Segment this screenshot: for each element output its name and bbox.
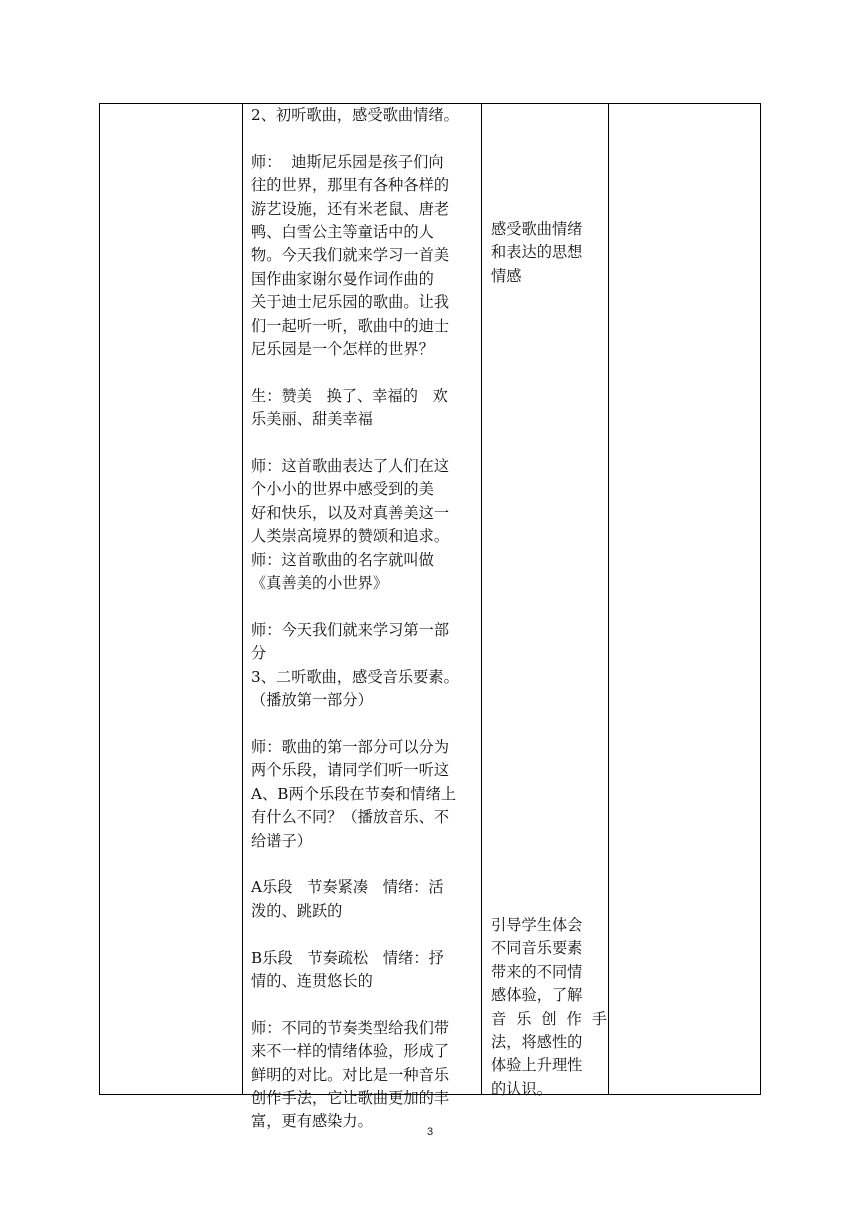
purpose-text-line: 和表达的思想 <box>491 243 583 262</box>
activity-text-line: 3、二听歌曲，感受音乐要素。 <box>251 667 459 686</box>
activity-text-line: 师：这首歌曲表达了人们在这 <box>251 457 450 476</box>
activity-text-line: 尼乐园是一个怎样的世界？ <box>251 340 434 359</box>
purpose-text-line: 情感 <box>491 266 522 285</box>
purpose-text-line: 感体验，了解 <box>491 986 583 1005</box>
activity-text-line: 往的世界，那里有各种各样的 <box>251 176 450 195</box>
activity-text-line: 师：这首歌曲的名字就叫做 <box>251 550 434 569</box>
activity-text-line: 分 <box>251 644 267 663</box>
activity-text-line <box>251 595 482 618</box>
activity-text-line: 来不一样的情绪体验，形成了 <box>251 1042 450 1061</box>
activity-text-line: 泼的、跳跃的 <box>251 901 343 920</box>
activity-text-line <box>251 432 482 455</box>
activity-text-line: 国作曲家谢尔曼作词作曲的 <box>251 269 434 288</box>
activity-text-line: 生：赞美 换了、幸福的 欢 <box>251 386 448 405</box>
activity-text-line <box>251 713 482 736</box>
page-number: 3 <box>426 1126 434 1138</box>
activity-text-line: 们一起听一听，歌曲中的迪士 <box>251 316 450 335</box>
purpose-text-line: 体验上升理性 <box>491 1056 583 1075</box>
activity-text-line: 给谱子） <box>251 831 312 850</box>
purpose-text-line: 的认识。 <box>491 1079 552 1098</box>
activity-text-line: 关于迪士尼乐园的歌曲。让我 <box>251 293 450 312</box>
activity-text-line: （播放第一部分） <box>251 691 373 710</box>
activity-text-line: 师：不同的节奏类型给我们带 <box>251 1018 450 1037</box>
activity-text-line <box>251 923 482 946</box>
purpose-text-line: 不同音乐要素 <box>491 939 583 958</box>
purpose-text-line: 法，将感性的 <box>491 1033 583 1052</box>
purpose-cell-1 <box>482 218 609 288</box>
activity-text-line: B乐段 节奏疏松 情绪：抒 <box>251 948 444 967</box>
purpose-text-line: 带来的不同情 <box>491 962 583 981</box>
activity-column <box>243 104 482 1134</box>
activity-text-line: 游艺设施，还有米老鼠、唐老 <box>251 199 450 218</box>
lesson-table <box>99 103 761 1131</box>
activity-text-line: 有什么不同？（播放音乐、不 <box>251 808 450 827</box>
activity-text-line: 乐美丽、甜美幸福 <box>251 410 373 429</box>
activity-text-line <box>251 853 482 876</box>
activity-text-line: 师：今天我们就来学习第一部 <box>251 620 450 639</box>
activity-text-line: 人类崇高境界的赞颂和追求。 <box>251 527 450 546</box>
activity-text-line: 鲜明的对比。对比是一种音乐 <box>251 1065 450 1084</box>
activity-text-line: 创作手法，它让歌曲更加的丰 <box>251 1088 450 1107</box>
activity-text-line: 两个乐段，请同学们听一听这 <box>251 761 450 780</box>
activity-text-line: 情的、连贯悠长的 <box>251 971 373 990</box>
activity-text-line <box>251 127 482 150</box>
activity-text-line: 好和快乐，以及对真善美这一 <box>251 503 450 522</box>
purpose-text-line: 音 乐 创 作 手 <box>491 1009 607 1028</box>
purpose-cell-2 <box>482 914 609 1101</box>
activity-text-line <box>251 361 482 384</box>
activity-text-line: 富，更有感染力。 <box>251 1112 373 1131</box>
activity-text-line: A、B两个乐段在节奏和情绪上 <box>251 784 457 803</box>
activity-text-line: A乐段 节奏紧凑 情绪：活 <box>251 878 444 897</box>
activity-text-line: 个小小的世界中感受到的美 <box>251 480 434 499</box>
activity-text-line: 2、初听歌曲，感受歌曲情绪。 <box>251 106 459 124</box>
purpose-text-line: 引导学生体会 <box>491 916 583 934</box>
activity-text-line: 师： 迪斯尼乐园是孩子们向 <box>251 152 444 171</box>
activity-text-line <box>251 993 482 1016</box>
activity-text-line: 《真善美的小世界》 <box>251 574 389 593</box>
activity-text-line: 师：歌曲的第一部分可以分为 <box>251 737 450 756</box>
activity-text-line: 鸭、白雪公主等童话中的人 <box>251 223 434 242</box>
purpose-text-line: 感受歌曲情绪 <box>491 220 583 238</box>
activity-text-line: 物。今天我们就来学习一首美 <box>251 246 450 265</box>
